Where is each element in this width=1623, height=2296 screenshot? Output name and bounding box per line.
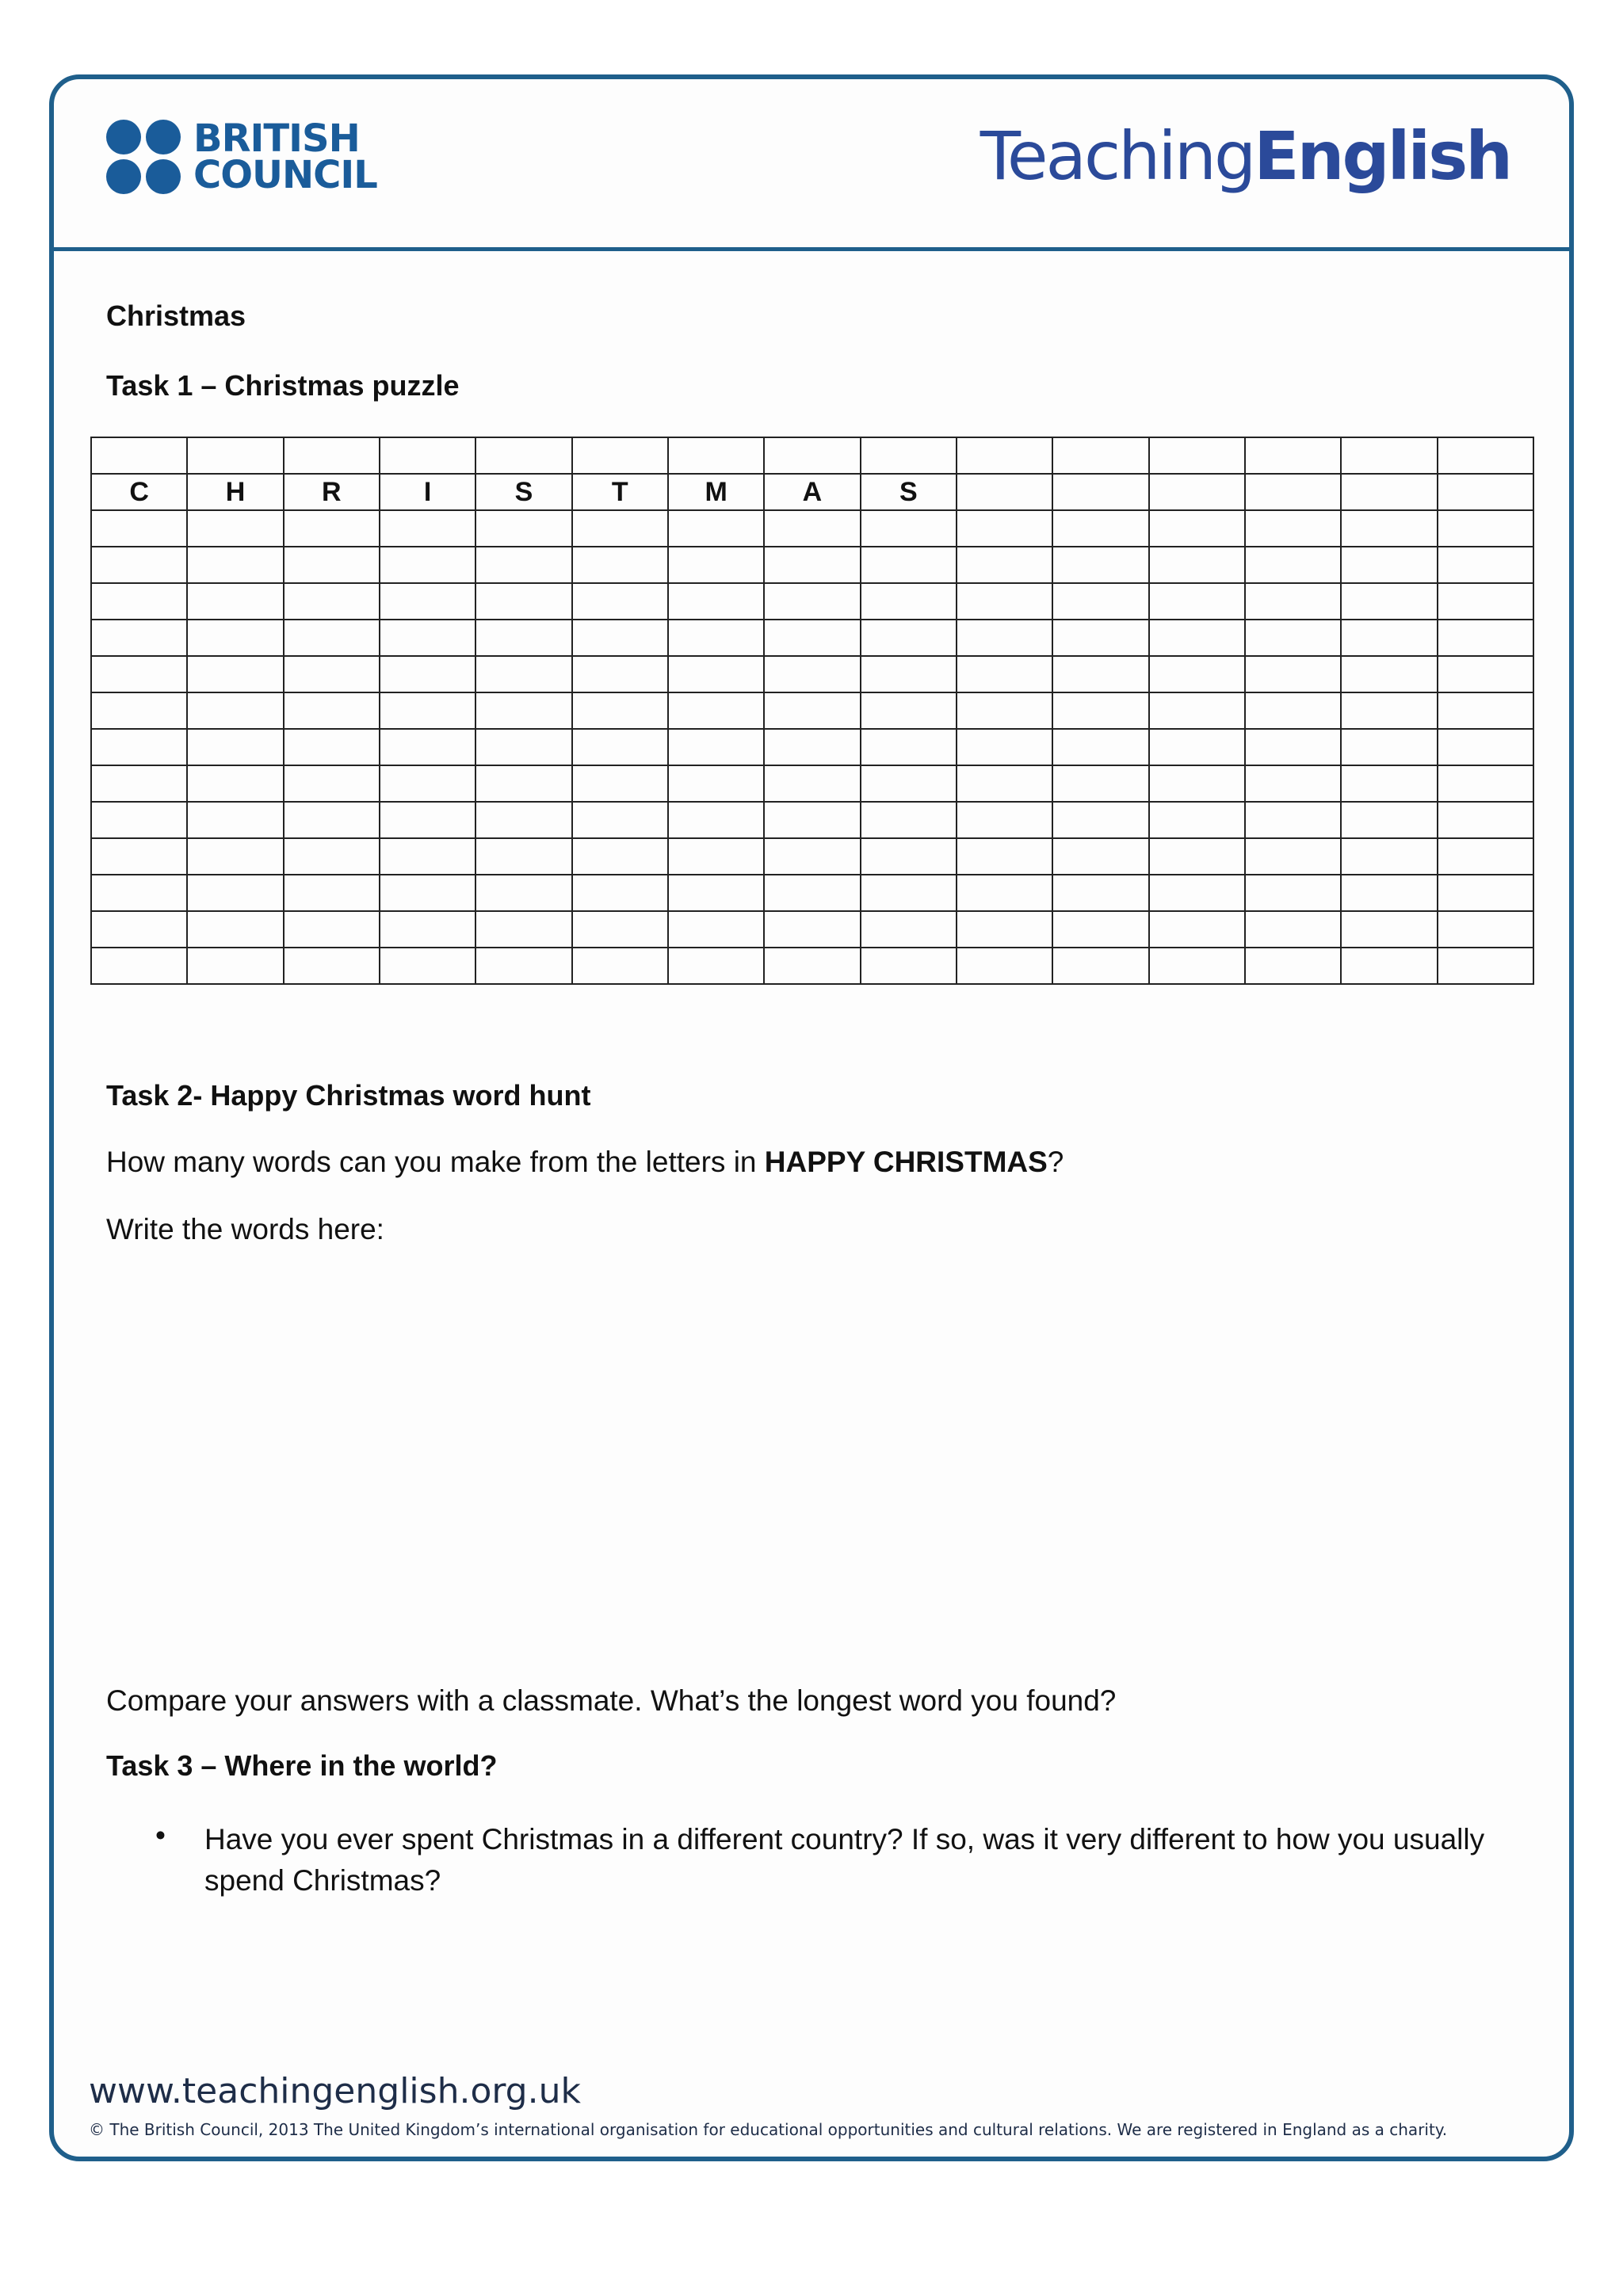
puzzle-cell[interactable] (1052, 547, 1148, 583)
puzzle-cell[interactable] (380, 510, 475, 547)
puzzle-row (91, 510, 1533, 547)
puzzle-cell[interactable] (91, 583, 187, 620)
puzzle-cell[interactable] (1149, 802, 1245, 838)
puzzle-row (91, 692, 1533, 729)
british-council-line1: BRITISH (193, 116, 360, 161)
puzzle-cell[interactable] (957, 547, 1052, 583)
puzzle-cell[interactable] (1052, 802, 1148, 838)
puzzle-cell[interactable] (1149, 838, 1245, 875)
puzzle-cell[interactable] (668, 620, 764, 656)
puzzle-cell[interactable] (861, 765, 957, 802)
puzzle-cell[interactable] (475, 437, 571, 474)
puzzle-cell[interactable] (957, 911, 1052, 948)
puzzle-cell[interactable] (475, 510, 571, 547)
puzzle-cell[interactable] (187, 510, 283, 547)
puzzle-cell[interactable] (572, 620, 668, 656)
puzzle-cell[interactable] (1438, 729, 1533, 765)
puzzle-cell[interactable] (1149, 620, 1245, 656)
puzzle-cell[interactable] (284, 692, 380, 729)
puzzle-cell[interactable] (572, 729, 668, 765)
task2-question-suffix: ? (1047, 1146, 1064, 1178)
puzzle-cell[interactable] (957, 620, 1052, 656)
puzzle-cell[interactable] (668, 802, 764, 838)
puzzle-cell[interactable] (187, 948, 283, 984)
puzzle-cell[interactable] (668, 692, 764, 729)
puzzle-cell[interactable] (1438, 437, 1533, 474)
puzzle-cell[interactable] (861, 620, 957, 656)
puzzle-cell[interactable] (1052, 948, 1148, 984)
puzzle-cell[interactable] (1438, 948, 1533, 984)
puzzle-cell[interactable] (572, 437, 668, 474)
puzzle-cell[interactable] (1438, 911, 1533, 948)
puzzle-cell[interactable] (572, 948, 668, 984)
puzzle-cell[interactable] (91, 547, 187, 583)
puzzle-cell[interactable] (1245, 948, 1341, 984)
puzzle-cell[interactable] (957, 765, 1052, 802)
puzzle-cell[interactable] (1438, 474, 1533, 510)
puzzle-cell[interactable] (1052, 474, 1148, 510)
puzzle-cell[interactable] (1149, 911, 1245, 948)
puzzle-cell[interactable] (187, 875, 283, 911)
puzzle-cell[interactable] (475, 838, 571, 875)
puzzle-cell[interactable] (91, 620, 187, 656)
puzzle-cell[interactable] (1245, 911, 1341, 948)
puzzle-cell[interactable] (1052, 583, 1148, 620)
puzzle-cell[interactable] (1341, 838, 1437, 875)
puzzle-cell[interactable] (1052, 875, 1148, 911)
puzzle-cell[interactable] (91, 875, 187, 911)
task3-bullet: Have you ever spent Christmas in a different country? If so, was it very different to how you usually spend Christmas? (204, 1823, 1485, 1897)
puzzle-cell[interactable] (284, 547, 380, 583)
puzzle-cell[interactable] (187, 729, 283, 765)
puzzle-cell[interactable] (572, 547, 668, 583)
puzzle-cell[interactable] (1438, 802, 1533, 838)
puzzle-cell[interactable] (668, 437, 764, 474)
puzzle-cell[interactable] (1245, 875, 1341, 911)
footer-copyright: © The British Council, 2013 The United Kingdom’s international organisation for educational opportunities and cultural relations. We are registered in England as a charity. (89, 2120, 1448, 2139)
puzzle-cell[interactable] (572, 911, 668, 948)
puzzle-cell[interactable] (91, 437, 187, 474)
puzzle-cell[interactable] (764, 692, 860, 729)
puzzle-cell[interactable] (1341, 510, 1437, 547)
puzzle-cell[interactable] (861, 802, 957, 838)
puzzle-cell[interactable] (284, 875, 380, 911)
puzzle-cell[interactable] (764, 437, 860, 474)
puzzle-cell[interactable] (475, 729, 571, 765)
puzzle-cell[interactable] (861, 875, 957, 911)
puzzle-cell[interactable] (475, 620, 571, 656)
puzzle-cell[interactable]: H (187, 474, 283, 510)
puzzle-cell[interactable] (1245, 583, 1341, 620)
puzzle-cell[interactable] (475, 692, 571, 729)
puzzle-cell[interactable] (1438, 838, 1533, 875)
puzzle-cell[interactable] (1052, 765, 1148, 802)
puzzle-cell[interactable] (1341, 729, 1437, 765)
puzzle-cell[interactable] (1149, 583, 1245, 620)
task2-question-prefix: How many words can you make from the letters in (106, 1146, 765, 1178)
puzzle-cell[interactable] (284, 729, 380, 765)
puzzle-cell[interactable] (1438, 692, 1533, 729)
puzzle-cell[interactable] (91, 729, 187, 765)
puzzle-cell[interactable] (1341, 765, 1437, 802)
puzzle-cell[interactable]: C (91, 474, 187, 510)
puzzle-cell[interactable] (1341, 692, 1437, 729)
puzzle-row (91, 948, 1533, 984)
puzzle-cell[interactable] (764, 838, 860, 875)
puzzle-cell[interactable] (284, 765, 380, 802)
puzzle-cell[interactable] (187, 838, 283, 875)
puzzle-cell[interactable] (1245, 620, 1341, 656)
task2-question-bold: HAPPY CHRISTMAS (764, 1146, 1048, 1178)
puzzle-cell[interactable] (91, 948, 187, 984)
puzzle-cell[interactable] (957, 437, 1052, 474)
puzzle-cell[interactable] (668, 510, 764, 547)
puzzle-cell[interactable] (668, 583, 764, 620)
puzzle-cell[interactable] (1341, 875, 1437, 911)
puzzle-cell[interactable] (91, 656, 187, 692)
puzzle-cell[interactable] (187, 765, 283, 802)
puzzle-cell[interactable] (668, 729, 764, 765)
puzzle-cell[interactable] (668, 838, 764, 875)
puzzle-cell[interactable] (957, 729, 1052, 765)
christmas-puzzle-grid (90, 437, 1534, 985)
british-council-logo (106, 116, 377, 197)
puzzle-cell[interactable] (764, 620, 860, 656)
puzzle-row (91, 838, 1533, 875)
puzzle-cell[interactable] (957, 802, 1052, 838)
puzzle-cell[interactable]: R (284, 474, 380, 510)
puzzle-cell[interactable] (764, 583, 860, 620)
puzzle-cell[interactable] (668, 765, 764, 802)
puzzle-cell[interactable] (764, 510, 860, 547)
puzzle-cell[interactable] (284, 911, 380, 948)
puzzle-cell[interactable] (1245, 729, 1341, 765)
puzzle-cell[interactable] (764, 948, 860, 984)
puzzle-cell[interactable] (1341, 474, 1437, 510)
puzzle-cell[interactable] (91, 510, 187, 547)
puzzle-cell[interactable] (1245, 765, 1341, 802)
puzzle-cell[interactable] (957, 692, 1052, 729)
puzzle-cell[interactable] (380, 729, 475, 765)
puzzle-cell[interactable] (284, 838, 380, 875)
puzzle-row (91, 656, 1533, 692)
puzzle-cell[interactable] (1149, 474, 1245, 510)
puzzle-cell[interactable]: A (764, 474, 860, 510)
puzzle-cell[interactable] (957, 656, 1052, 692)
puzzle-cell[interactable] (1149, 765, 1245, 802)
puzzle-cell[interactable]: T (572, 474, 668, 510)
task3-heading: Task 3 – Where in the world? (106, 1749, 498, 1782)
puzzle-cell[interactable] (1245, 437, 1341, 474)
puzzle-cell[interactable] (1149, 948, 1245, 984)
puzzle-cell[interactable] (1341, 911, 1437, 948)
puzzle-cell[interactable] (861, 547, 957, 583)
puzzle-cell[interactable] (1438, 656, 1533, 692)
puzzle-cell[interactable] (284, 583, 380, 620)
british-council-line2: COUNCIL (193, 153, 377, 197)
puzzle-cell[interactable] (957, 875, 1052, 911)
puzzle-cell[interactable] (187, 911, 283, 948)
puzzle-cell[interactable] (572, 802, 668, 838)
puzzle-cell[interactable] (957, 838, 1052, 875)
puzzle-cell[interactable] (380, 875, 475, 911)
puzzle-cell[interactable] (1149, 875, 1245, 911)
puzzle-row (91, 911, 1533, 948)
puzzle-row (91, 875, 1533, 911)
puzzle-cell[interactable] (572, 838, 668, 875)
puzzle-row (91, 437, 1533, 474)
puzzle-cell[interactable]: M (668, 474, 764, 510)
puzzle-cell[interactable] (764, 802, 860, 838)
puzzle-cell[interactable] (1341, 656, 1437, 692)
puzzle-cell[interactable] (668, 875, 764, 911)
puzzle-cell[interactable] (1245, 510, 1341, 547)
puzzle-cell[interactable] (1149, 437, 1245, 474)
puzzle-cell[interactable] (861, 510, 957, 547)
puzzle-cell[interactable] (1245, 547, 1341, 583)
puzzle-cell[interactable] (572, 656, 668, 692)
puzzle-cell[interactable] (284, 437, 380, 474)
puzzle-cell[interactable] (861, 583, 957, 620)
puzzle-cell[interactable] (380, 911, 475, 948)
puzzle-cell[interactable] (1341, 802, 1437, 838)
puzzle-cell[interactable] (1245, 692, 1341, 729)
puzzle-cell[interactable] (1052, 911, 1148, 948)
puzzle-cell[interactable] (1052, 620, 1148, 656)
puzzle-cell[interactable] (668, 911, 764, 948)
puzzle-cell[interactable] (284, 656, 380, 692)
puzzle-cell[interactable] (91, 802, 187, 838)
header-divider (49, 247, 1574, 251)
puzzle-cell[interactable] (1149, 656, 1245, 692)
puzzle-cell[interactable] (572, 692, 668, 729)
puzzle-cell[interactable] (668, 948, 764, 984)
british-council-dots-icon (106, 120, 181, 194)
puzzle-cell[interactable] (187, 656, 283, 692)
puzzle-cell[interactable] (91, 692, 187, 729)
puzzle-cell[interactable] (1245, 656, 1341, 692)
puzzle-cell[interactable] (1341, 620, 1437, 656)
puzzle-cell[interactable] (1149, 510, 1245, 547)
puzzle-cell[interactable]: S (861, 474, 957, 510)
puzzle-cell[interactable] (1245, 474, 1341, 510)
puzzle-cell[interactable] (1245, 838, 1341, 875)
teaching-english-part2: English (1254, 117, 1510, 195)
puzzle-cell[interactable] (1341, 437, 1437, 474)
puzzle-cell[interactable] (572, 765, 668, 802)
puzzle-cell[interactable] (1052, 729, 1148, 765)
teaching-english-part1: Teaching (980, 117, 1254, 195)
puzzle-cell[interactable] (187, 583, 283, 620)
puzzle-cell[interactable] (957, 510, 1052, 547)
puzzle-cell[interactable]: I (380, 474, 475, 510)
puzzle-cell[interactable] (1149, 729, 1245, 765)
puzzle-cell[interactable] (764, 911, 860, 948)
puzzle-cell[interactable] (380, 765, 475, 802)
puzzle-cell[interactable] (572, 583, 668, 620)
document-title: Christmas (106, 299, 246, 332)
puzzle-cell[interactable] (187, 802, 283, 838)
puzzle-cell[interactable] (1149, 692, 1245, 729)
puzzle-cell[interactable] (475, 948, 571, 984)
teaching-english-logo (980, 117, 1510, 195)
puzzle-cell[interactable] (861, 911, 957, 948)
puzzle-cell[interactable] (380, 802, 475, 838)
puzzle-cell[interactable] (1052, 437, 1148, 474)
puzzle-cell[interactable] (1438, 765, 1533, 802)
puzzle-cell[interactable] (861, 729, 957, 765)
puzzle-cell[interactable] (957, 474, 1052, 510)
task2-question (106, 1146, 1064, 1179)
puzzle-cell[interactable] (861, 692, 957, 729)
puzzle-cell[interactable] (380, 948, 475, 984)
puzzle-row (91, 474, 1533, 510)
puzzle-cell[interactable] (91, 911, 187, 948)
puzzle-cell[interactable] (1438, 547, 1533, 583)
british-council-wordmark (193, 116, 377, 197)
puzzle-cell[interactable] (380, 692, 475, 729)
puzzle-cell[interactable] (861, 838, 957, 875)
puzzle-cell[interactable] (1052, 510, 1148, 547)
puzzle-row (91, 547, 1533, 583)
puzzle-cell[interactable] (1052, 656, 1148, 692)
puzzle-cell[interactable] (284, 948, 380, 984)
puzzle-cell[interactable] (380, 620, 475, 656)
puzzle-cell[interactable] (764, 875, 860, 911)
puzzle-cell[interactable] (1438, 510, 1533, 547)
puzzle-cell[interactable] (475, 875, 571, 911)
puzzle-cell[interactable] (1245, 802, 1341, 838)
puzzle-cell[interactable] (475, 656, 571, 692)
puzzle-cell[interactable] (1052, 692, 1148, 729)
puzzle-cell[interactable] (91, 838, 187, 875)
puzzle-row (91, 729, 1533, 765)
puzzle-cell[interactable] (380, 838, 475, 875)
puzzle-cell[interactable] (668, 547, 764, 583)
write-here-prompt: Write the words here: (106, 1213, 384, 1245)
puzzle-cell[interactable] (380, 656, 475, 692)
puzzle-cell[interactable] (187, 437, 283, 474)
puzzle-cell[interactable] (668, 656, 764, 692)
puzzle-cell[interactable]: S (475, 474, 571, 510)
puzzle-cell[interactable] (1341, 583, 1437, 620)
bullet-icon: • (155, 1819, 166, 1852)
puzzle-cell[interactable] (187, 547, 283, 583)
puzzle-row (91, 583, 1533, 620)
task2-heading: Task 2- Happy Christmas word hunt (106, 1079, 591, 1112)
puzzle-cell[interactable] (957, 948, 1052, 984)
puzzle-cell[interactable] (1341, 948, 1437, 984)
puzzle-cell[interactable] (1438, 583, 1533, 620)
puzzle-cell[interactable] (475, 802, 571, 838)
puzzle-cell[interactable] (380, 437, 475, 474)
puzzle-cell[interactable] (284, 510, 380, 547)
puzzle-row (91, 802, 1533, 838)
puzzle-cell[interactable] (572, 875, 668, 911)
puzzle-cell[interactable] (764, 729, 860, 765)
puzzle-cell[interactable] (475, 765, 571, 802)
task1-heading: Task 1 – Christmas puzzle (106, 369, 460, 402)
puzzle-cell[interactable] (1052, 838, 1148, 875)
puzzle-cell[interactable] (1341, 547, 1437, 583)
puzzle-cell[interactable] (764, 547, 860, 583)
puzzle-cell[interactable] (1438, 875, 1533, 911)
puzzle-cell[interactable] (1149, 547, 1245, 583)
puzzle-cell[interactable] (764, 656, 860, 692)
puzzle-cell[interactable] (187, 692, 283, 729)
puzzle-cell[interactable] (861, 656, 957, 692)
puzzle-cell[interactable] (91, 765, 187, 802)
compare-prompt: Compare your answers with a classmate. What’s the longest word you found? (106, 1684, 1117, 1717)
puzzle-cell[interactable] (475, 547, 571, 583)
puzzle-cell[interactable] (861, 437, 957, 474)
puzzle-cell[interactable] (957, 583, 1052, 620)
puzzle-cell[interactable] (1438, 620, 1533, 656)
puzzle-cell[interactable] (284, 620, 380, 656)
puzzle-cell[interactable] (764, 765, 860, 802)
puzzle-cell[interactable] (284, 802, 380, 838)
puzzle-cell[interactable] (475, 583, 571, 620)
puzzle-cell[interactable] (187, 620, 283, 656)
puzzle-cell[interactable] (475, 911, 571, 948)
puzzle-row (91, 620, 1533, 656)
puzzle-cell[interactable] (572, 510, 668, 547)
puzzle-cell[interactable] (380, 583, 475, 620)
footer-url[interactable]: www.teachingenglish.org.uk (89, 2071, 581, 2111)
puzzle-row (91, 765, 1533, 802)
puzzle-cell[interactable] (861, 948, 957, 984)
puzzle-cell[interactable] (380, 547, 475, 583)
